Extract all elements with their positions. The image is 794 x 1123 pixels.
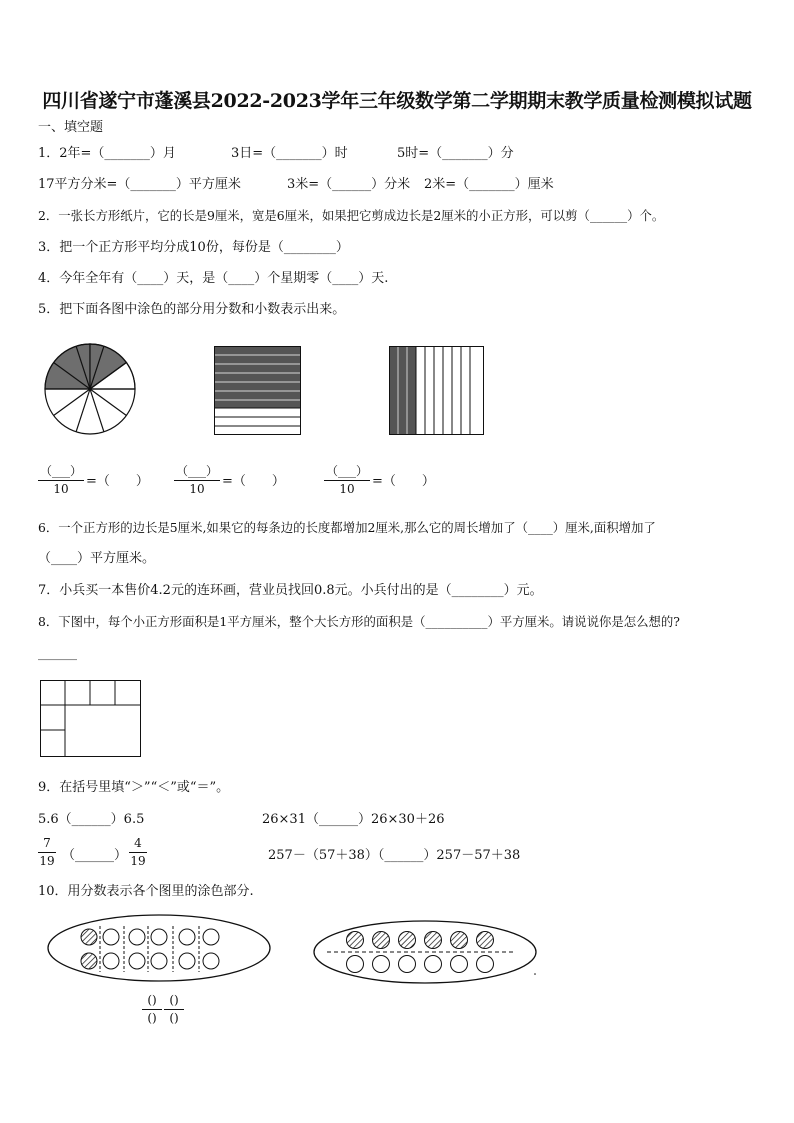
question-1e: 3米=（______）分米 xyxy=(287,177,411,192)
question-6-line1: 6．一个正方形的边长是5厘米,如果它的每条边的长度都增加2厘米,那么它的周长增加了（____）厘米,面积增加了 xyxy=(38,520,656,535)
fraction-numerator: 7 xyxy=(43,836,51,850)
fraction-denominator: 19 xyxy=(130,854,146,868)
rectangle-grid-figure xyxy=(40,680,142,758)
question-3: 3．把一个正方形平均分成10份，每份是（________） xyxy=(38,240,349,255)
question-9: 9．在括号里填“＞”“＜”或“＝”。 xyxy=(38,780,230,795)
compare-item-b: 26×31（______）26×30＋26 xyxy=(262,812,445,827)
question-8: 8．下图中，每个小正方形面积是1平方厘米，整个大长方形的面积是（__________）平方厘米。请说说你是怎么想的? xyxy=(38,614,680,629)
answer-line: ______ xyxy=(38,646,77,661)
oval-circles-figure-2 xyxy=(313,920,541,986)
decimal-answer-2: =（ ） xyxy=(222,474,285,489)
compare-item-a: 5.6（______）6.5 xyxy=(38,812,145,827)
question-4: 4．今年全年有（____）天，是（____）个星期零（____）天. xyxy=(38,271,389,286)
compare-blank: （______） xyxy=(62,848,128,863)
fraction-left xyxy=(38,836,56,869)
fraction-answer-1 xyxy=(38,464,84,497)
fraction-denominator: () xyxy=(169,1011,179,1025)
vertical-strips-figure xyxy=(389,346,485,436)
fraction-denominator: 19 xyxy=(39,854,55,868)
fraction-right xyxy=(129,836,147,869)
fraction-denominator: 10 xyxy=(189,482,205,496)
fraction-numerator: （___） xyxy=(175,464,218,478)
fraction-numerator: () xyxy=(169,993,179,1007)
question-1a: 1．2年=（_______）月 xyxy=(38,146,176,161)
answer-fraction-2 xyxy=(164,993,184,1026)
question-7: 7．小兵买一本售价4.2元的连环画，营业员找回0.8元。小兵付出的是（________）元。 xyxy=(38,583,543,598)
question-2: 2．一张长方形纸片，它的长是9厘米，宽是6厘米，如果把它剪成边长是2厘米的小正方形，可以剪（______）个。 xyxy=(38,208,665,223)
fraction-denominator: () xyxy=(147,1011,157,1025)
decimal-answer-3: =（ ） xyxy=(372,474,435,489)
question-1d: 17平方分米=（_______）平方厘米 xyxy=(38,177,241,192)
fraction-answer-2 xyxy=(174,464,220,497)
fraction-answer-3 xyxy=(324,464,370,497)
compare-item-d: 257－（57＋38）（______）257－57＋38 xyxy=(268,848,521,863)
page-title: 四川省遂宁市蓬溪县2022-2023学年三年级数学第二学期期末教学质量检测模拟试题 xyxy=(42,90,752,112)
question-1c: 5时=（_______）分 xyxy=(397,146,514,161)
question-1f: 2米=（_______）厘米 xyxy=(424,177,554,192)
question-6-line2: （____）平方厘米。 xyxy=(38,551,156,566)
question-1b: 3日=（_______）时 xyxy=(231,146,348,161)
question-10: 10．用分数表示各个图里的涂色部分. xyxy=(38,884,254,899)
section-heading: 一、填空题 xyxy=(38,120,104,135)
fraction-denominator: 10 xyxy=(339,482,355,496)
fraction-numerator: 4 xyxy=(134,836,142,850)
fraction-numerator: () xyxy=(147,993,157,1007)
horizontal-strips-figure xyxy=(214,346,302,436)
fraction-denominator: 10 xyxy=(53,482,69,496)
question-5: 5．把下面各图中涂色的部分用分数和小数表示出来。 xyxy=(38,302,346,317)
fraction-numerator: （___） xyxy=(39,464,82,478)
answer-fraction-1 xyxy=(142,993,162,1026)
shaded-circle-figure xyxy=(43,339,137,439)
oval-circles-figure-1 xyxy=(47,914,273,984)
decimal-answer-1: =（ ） xyxy=(86,474,149,489)
fraction-numerator: （___） xyxy=(325,464,368,478)
